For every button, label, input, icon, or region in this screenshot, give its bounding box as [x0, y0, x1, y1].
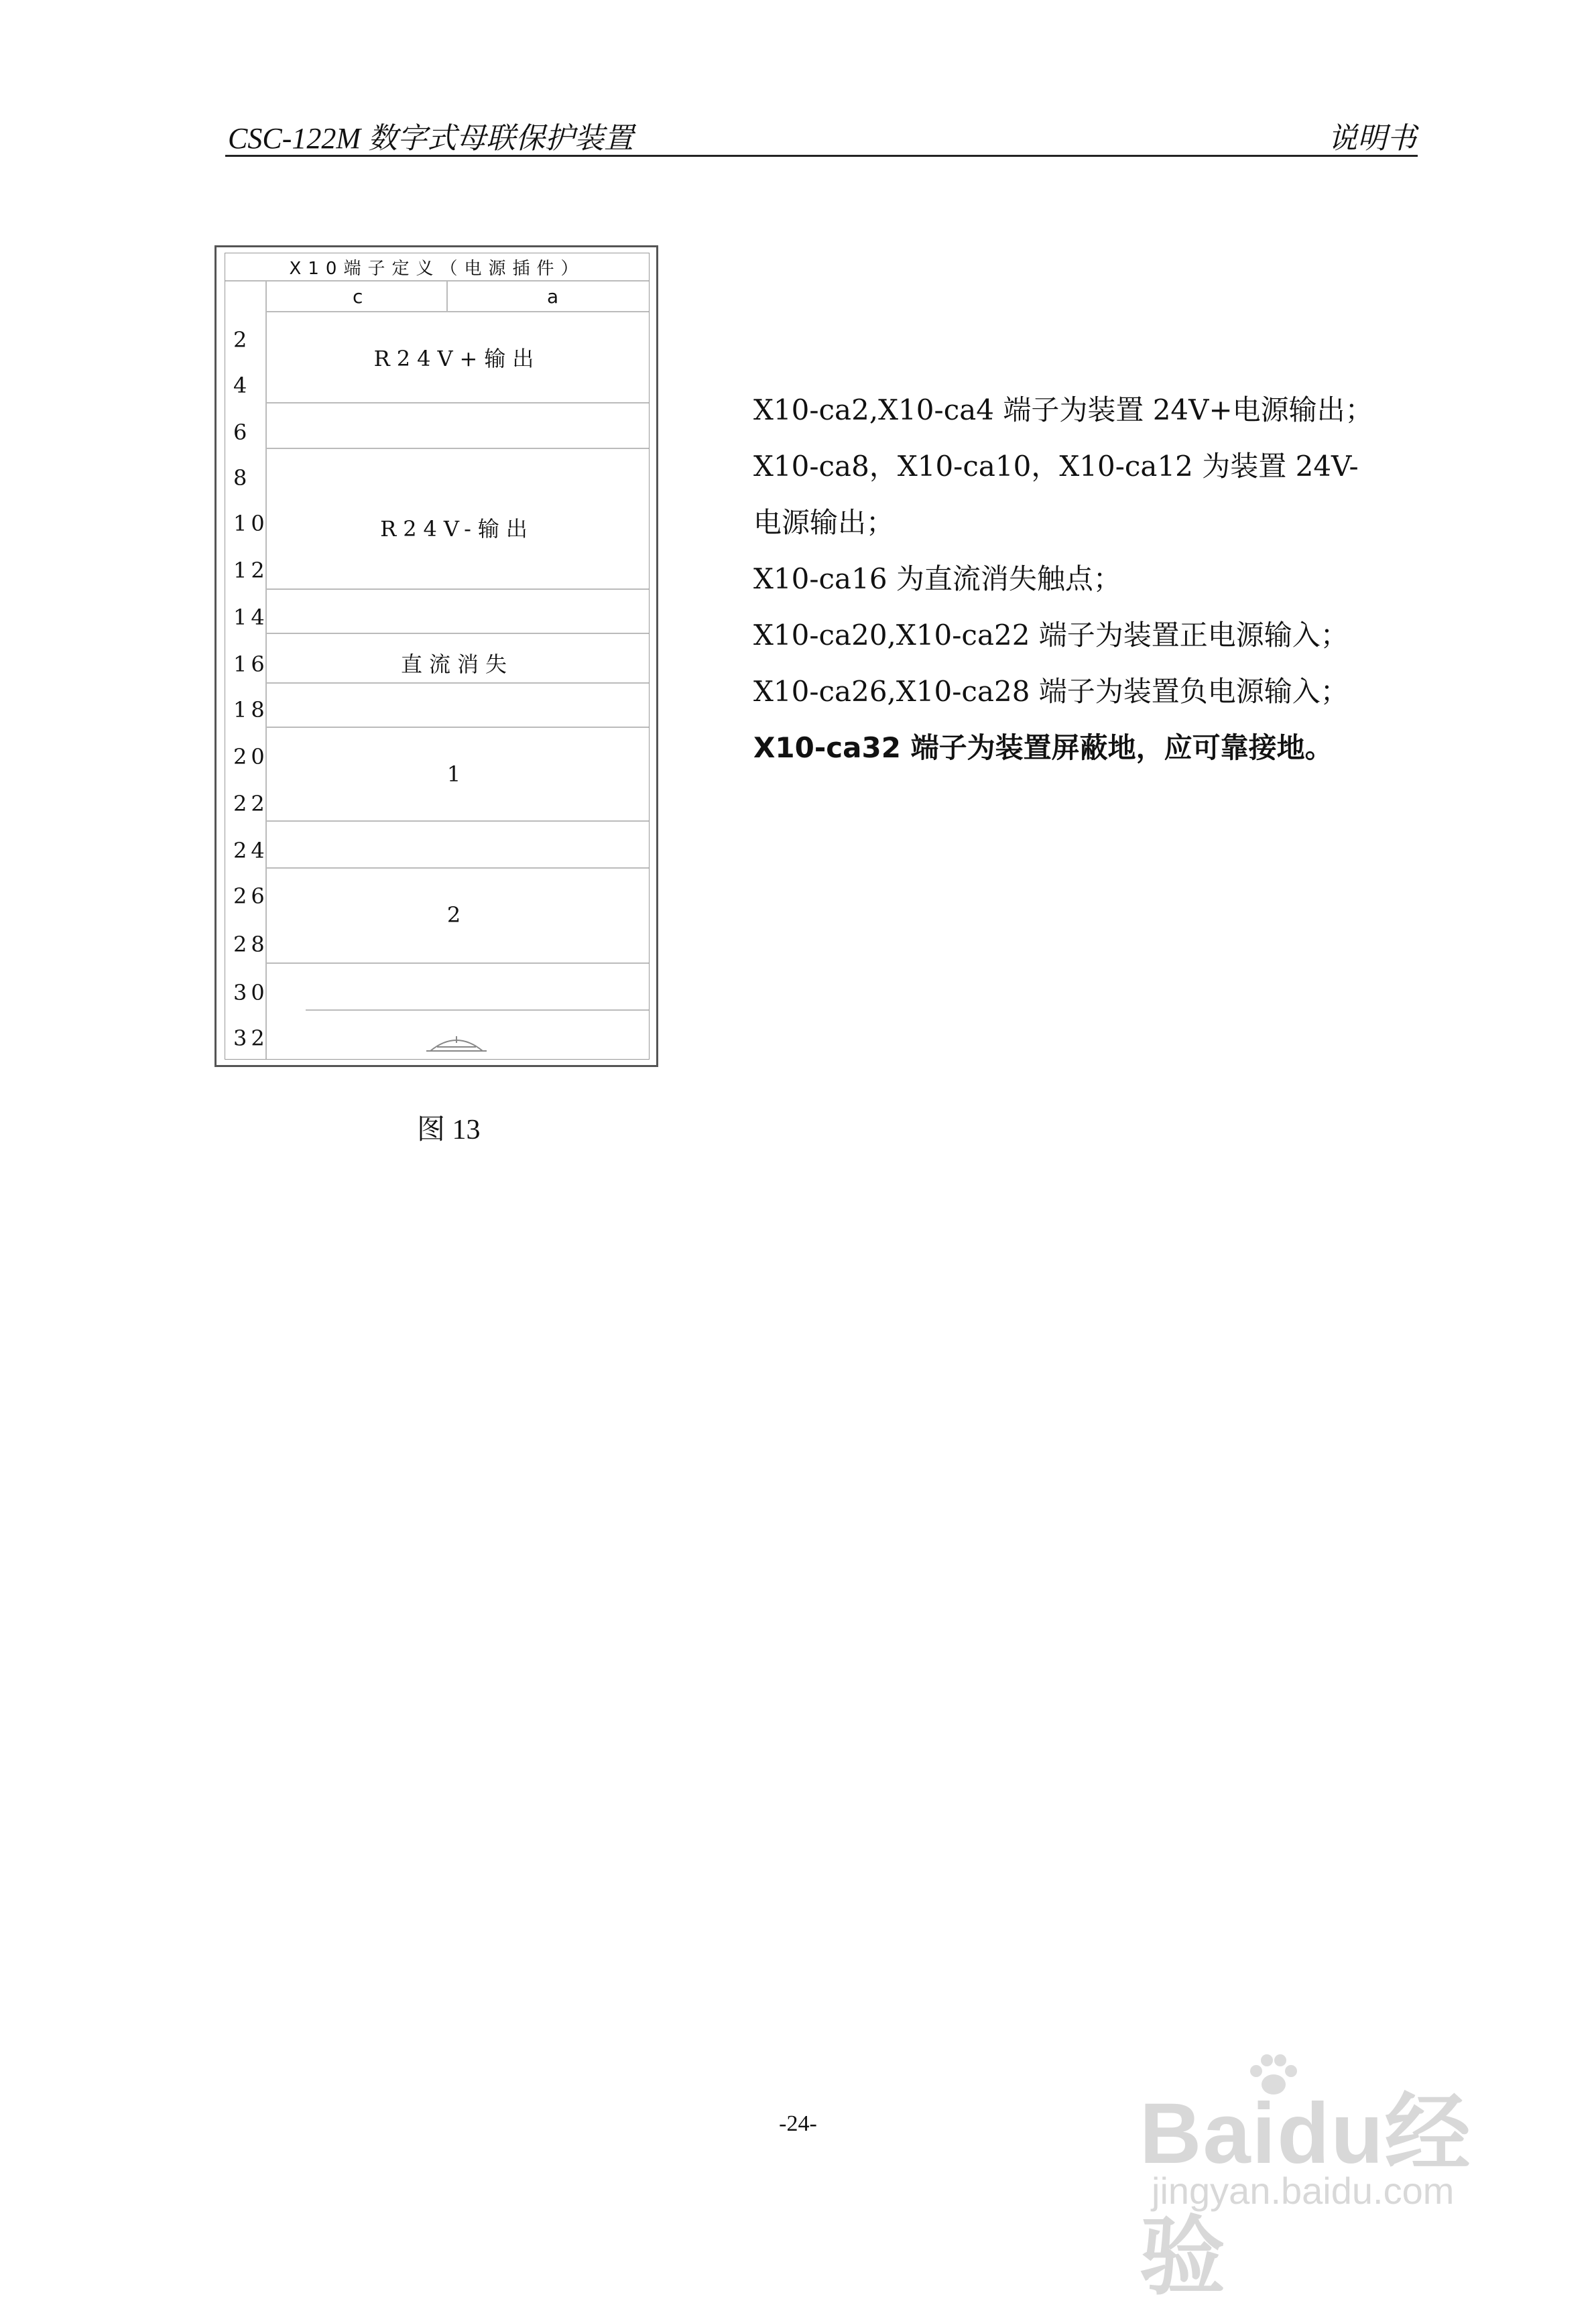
watermark-logo: Baidu经验	[1140, 2086, 1472, 2305]
description-line: X10-ca16 为直流消失触点；	[753, 562, 1121, 595]
table-divider	[265, 727, 649, 728]
table-divider	[265, 633, 649, 634]
table-divider	[265, 682, 649, 684]
description-line: X10-ca32 端子为装置屏蔽地，应可靠接地。	[753, 731, 1333, 764]
column-header-c: c	[353, 286, 363, 308]
description-line: X10-ca8，X10-ca10，X10-ca12 为装置 24V-	[753, 450, 1359, 483]
description-line: X10-ca20,X10-ca22 端子为装置正电源输入；	[753, 619, 1349, 651]
table-divider	[265, 311, 649, 312]
row-number: 16	[233, 651, 269, 677]
table-divider	[446, 280, 448, 311]
row-number: 22	[233, 791, 269, 816]
header-divider	[225, 155, 1418, 157]
row-number: 6	[233, 420, 251, 445]
table-divider	[225, 280, 649, 282]
row-number: 18	[233, 697, 269, 723]
table-divider	[265, 962, 649, 964]
label-r24v-plus: R24V+输出	[373, 346, 541, 371]
watermark-url: jingyan.baidu.com	[1152, 2170, 1455, 2212]
row-number: 8	[233, 465, 251, 491]
figure-caption: 图 13	[417, 1115, 481, 1145]
table-divider	[265, 867, 649, 869]
document-type: 说明书	[1328, 122, 1416, 155]
description-line: 电源输出；	[753, 506, 895, 539]
figure-title: X10端子定义（电源插件）	[289, 259, 585, 279]
row-number: 26	[233, 883, 269, 909]
row-number: 28	[233, 932, 269, 957]
label-group-2: 2	[446, 902, 468, 928]
row-number: 4	[233, 373, 251, 398]
table-divider	[265, 820, 649, 822]
label-group-1: 1	[446, 761, 468, 787]
page-number: -24-	[779, 2111, 817, 2136]
table-divider	[306, 1009, 649, 1011]
row-number: 30	[233, 980, 269, 1005]
description-text	[753, 382, 1424, 776]
label-r24v-minus: R24V-输出	[380, 516, 534, 542]
row-number: 32	[233, 1025, 269, 1051]
document-title: CSC-122M 数字式母联保护装置	[228, 122, 633, 155]
terminal-table	[225, 253, 650, 1060]
description-line: X10-ca2,X10-ca4 端子为装置 24V+电源输出；	[753, 393, 1373, 426]
label-dc-loss: 直流消失	[400, 651, 513, 677]
terminal-definition-figure	[214, 245, 658, 1067]
description-line: X10-ca26,X10-ca28 端子为装置负电源输入；	[753, 675, 1349, 708]
row-number: 10	[233, 511, 269, 536]
baidu-watermark	[1140, 2064, 1515, 2305]
table-divider	[265, 402, 649, 403]
table-divider	[265, 588, 649, 590]
row-number: 24	[233, 838, 269, 863]
ground-icon	[426, 1034, 487, 1056]
column-header-a: a	[547, 286, 559, 308]
row-number: 12	[233, 558, 269, 583]
row-number: 2	[233, 327, 251, 353]
row-number: 14	[233, 605, 269, 630]
table-divider	[265, 448, 649, 449]
row-number: 20	[233, 744, 269, 769]
